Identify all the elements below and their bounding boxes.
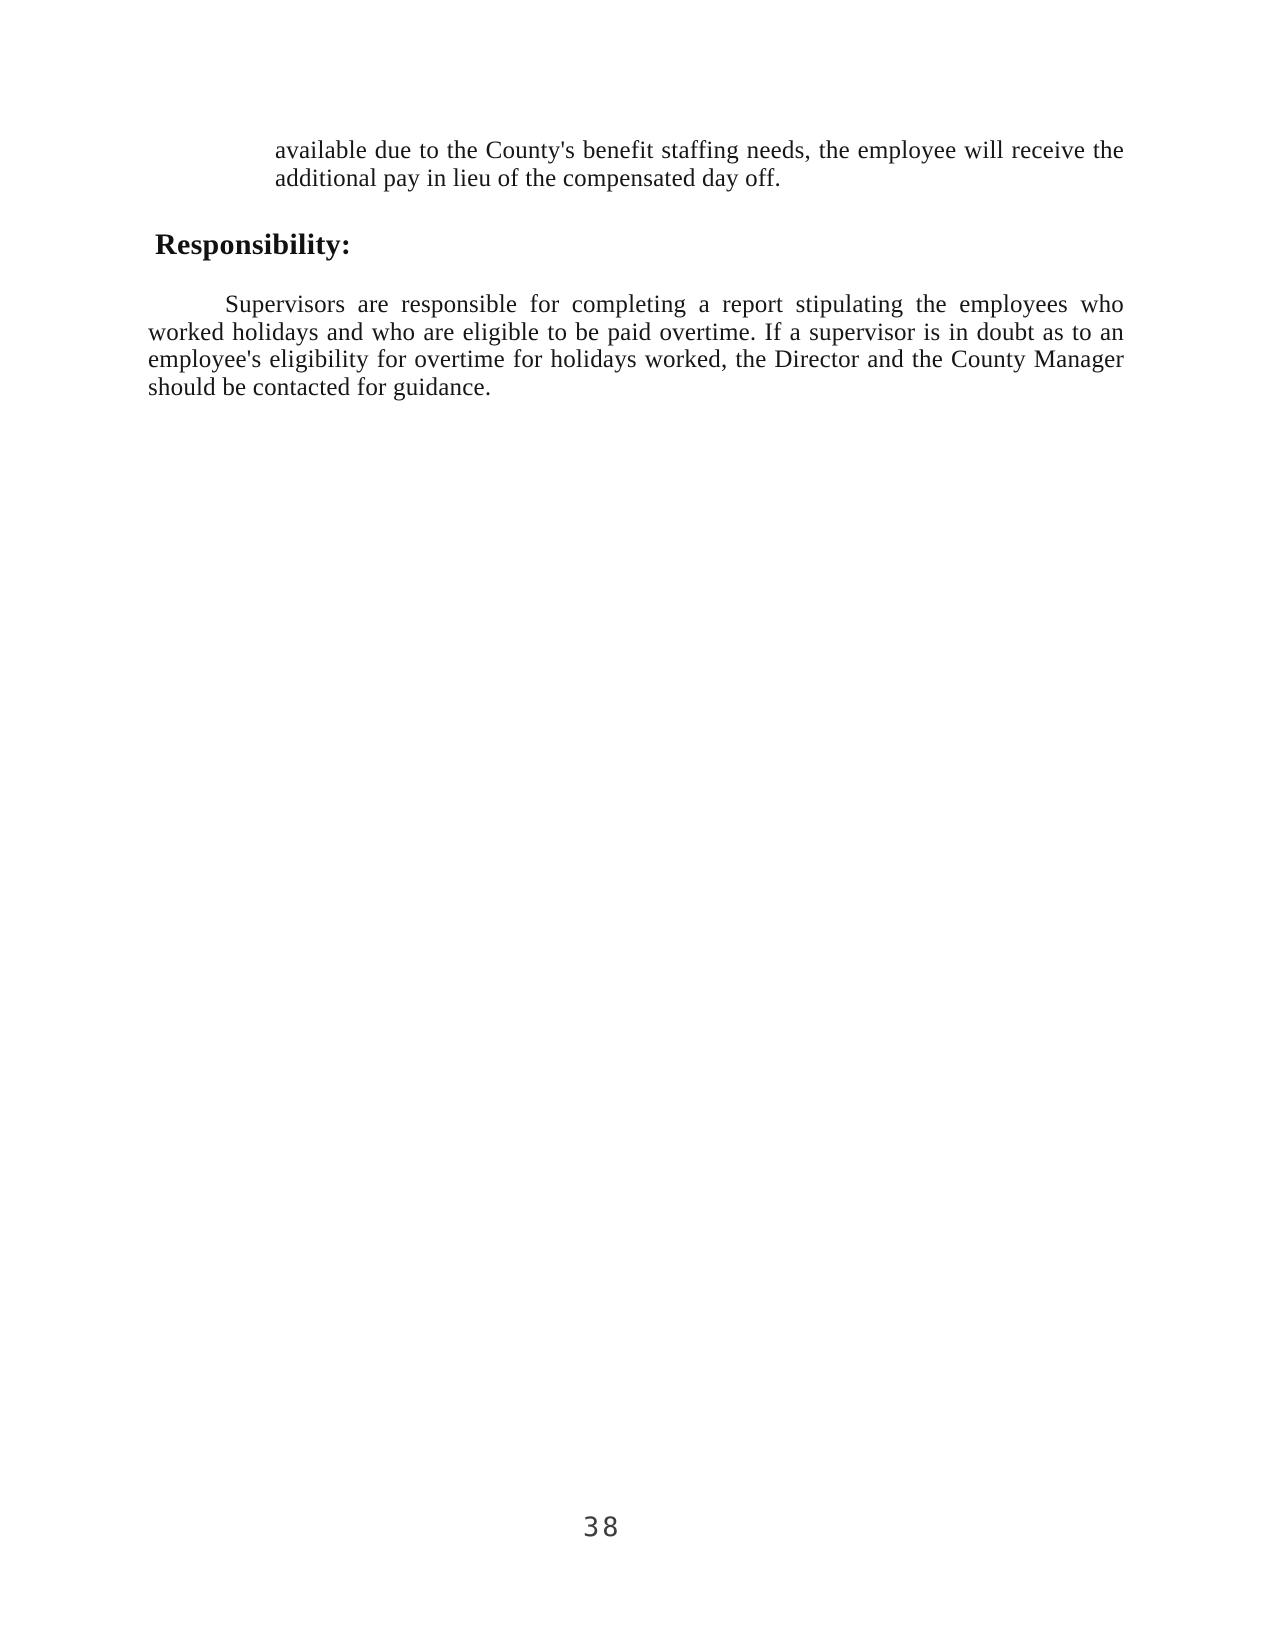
section-heading-responsibility: Responsibility: [155,228,352,261]
page-number: 38 [583,1512,622,1543]
responsibility-paragraph [148,291,1124,401]
text-line: worked holidays and who are eligible to be paid overtime. If a supervisor is in doubt as to an [148,318,1124,346]
text-line: employee's eligibility for overtime for holidays worked, the Director and the County Manager [148,346,1124,374]
paragraph-continuation [275,137,1124,192]
text-line: Supervisors are responsible for completing a report stipulating the employees who [225,291,1124,318]
text-line: should be contacted for guidance. [148,373,492,401]
text-line: available due to the County's benefit staffing needs, the employee will receive the [275,137,1124,164]
text-line: additional pay in lieu of the compensated day off. [275,164,781,192]
